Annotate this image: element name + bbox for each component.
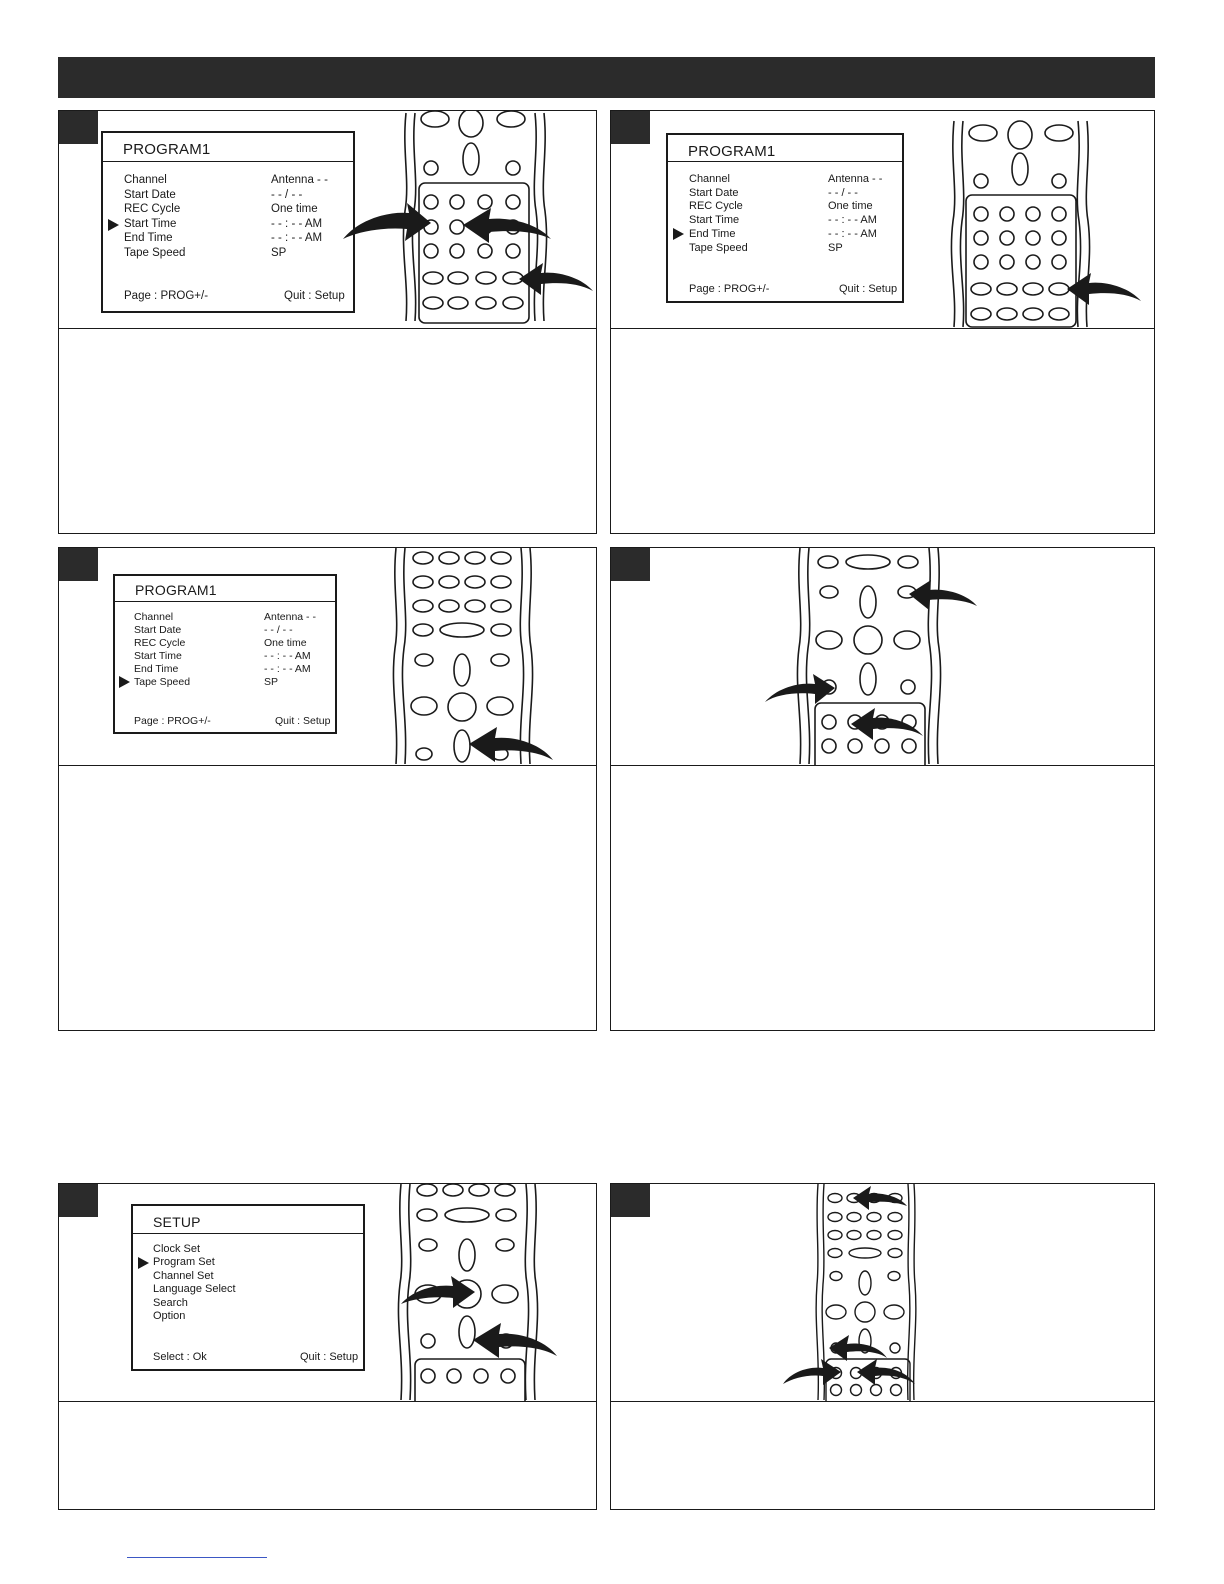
remote-control-illustration [59, 548, 596, 765]
menu-label: Channel [134, 611, 174, 623]
menu-label: Start Time [689, 214, 740, 226]
screen-title: SETUP [153, 1214, 201, 1230]
menu-label: Channel [124, 174, 167, 186]
menu-label: Tape Speed [689, 242, 748, 254]
step-panel-5 [58, 1183, 597, 1510]
remote-control-illustration [611, 1184, 1154, 1401]
menu-value: SP [828, 242, 843, 254]
menu-label: REC Cycle [124, 203, 181, 215]
screen-footer-left: Select : Ok [153, 1351, 207, 1363]
screen-footer-right: Quit : Setup [275, 715, 331, 727]
screen-footer-right: Quit : Setup [839, 283, 898, 295]
screen-title: PROGRAM1 [123, 141, 211, 158]
menu-value: One time [828, 200, 873, 212]
screen-title: PROGRAM1 [688, 143, 776, 160]
remote-control-illustration [611, 548, 1154, 765]
step-illustration [611, 1184, 1154, 1402]
screen-footer-right: Quit : Setup [284, 290, 345, 302]
screen-footer-left: Page : PROG+/- [689, 283, 770, 295]
step-panel-3 [58, 547, 597, 1031]
menu-label: Tape Speed [134, 676, 191, 688]
menu-label: Channel [689, 173, 730, 185]
screen-footer-left: Page : PROG+/- [134, 715, 211, 727]
menu-label: REC Cycle [689, 200, 743, 212]
footer-link-underline [127, 1557, 267, 1558]
menu-item-language-select: Language Select [153, 1283, 236, 1295]
menu-value: - - : - - AM [271, 218, 323, 230]
menu-value: - - : - - AM [271, 232, 323, 244]
menu-value: - - / - - [271, 189, 303, 201]
menu-item-program-set: Program Set [153, 1256, 215, 1268]
menu-label: End Time [689, 228, 736, 240]
menu-value: - - : - - AM [828, 228, 877, 240]
menu-value: Antenna - - [264, 611, 316, 623]
menu-label: Start Date [124, 189, 176, 201]
menu-value: - - / - - [828, 187, 858, 199]
menu-value: - - : - - AM [828, 214, 877, 226]
menu-label: Tape Speed [124, 247, 186, 259]
menu-value: SP [271, 247, 287, 259]
step-illustration [59, 1184, 596, 1402]
menu-label: End Time [134, 663, 179, 675]
menu-label: Start Date [134, 624, 182, 636]
menu-item-channel-set: Channel Set [153, 1270, 214, 1282]
step-panel-4 [610, 547, 1155, 1031]
menu-label: End Time [124, 232, 173, 244]
menu-value: Antenna - - [271, 174, 328, 186]
step-illustration [59, 548, 596, 766]
step-illustration [59, 111, 596, 329]
menu-label: Start Date [689, 187, 739, 199]
menu-value: - - : - - AM [264, 650, 311, 662]
step-panel-6 [610, 1183, 1155, 1510]
menu-item-option: Option [153, 1310, 186, 1322]
remote-control-illustration [59, 1184, 596, 1401]
menu-value: - - : - - AM [264, 663, 311, 675]
menu-label: REC Cycle [134, 637, 186, 649]
step-panel-1 [58, 110, 597, 534]
menu-value: - - / - - [264, 624, 293, 636]
remote-control-illustration [611, 111, 1154, 328]
menu-item-search: Search [153, 1297, 188, 1309]
menu-value: SP [264, 676, 279, 688]
menu-value: One time [264, 637, 307, 649]
menu-item-clock-set: Clock Set [153, 1243, 201, 1255]
menu-label: Start Time [134, 650, 182, 662]
screen-title: PROGRAM1 [135, 582, 217, 598]
menu-label: Start Time [124, 218, 177, 230]
menu-value: One time [271, 203, 318, 215]
section-header-bar [58, 57, 1155, 98]
step-panel-2 [610, 110, 1155, 534]
step-illustration [611, 548, 1154, 766]
screen-footer-right: Quit : Setup [300, 1351, 359, 1363]
menu-value: Antenna - - [828, 173, 883, 185]
screen-footer-left: Page : PROG+/- [124, 290, 209, 302]
step-illustration [611, 111, 1154, 329]
remote-control-illustration [59, 111, 596, 328]
